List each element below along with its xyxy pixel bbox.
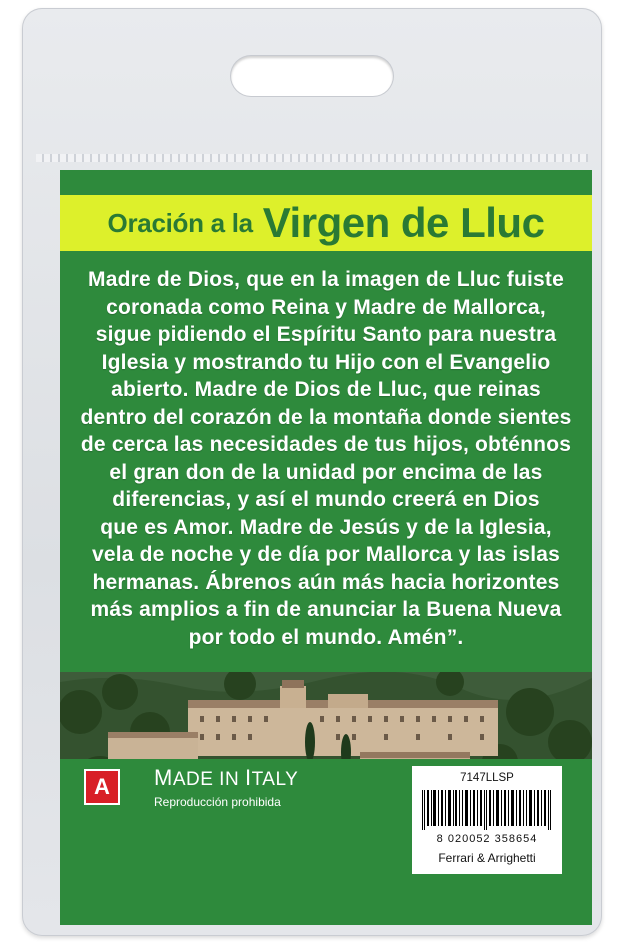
reproduction-notice: Reproducción prohibida	[154, 795, 281, 809]
prayer-line: dentro del corazón de la montaña donde sientes	[80, 405, 572, 429]
prayer-text	[80, 266, 572, 651]
ean-number: 8 020052 358654	[436, 833, 538, 845]
prayer-line: vela de noche y de día por Mallorca y las islas	[91, 543, 561, 566]
prayer-line: de cerca las necesidades de tus hijos, obténnos	[80, 433, 572, 456]
prayer-card	[60, 170, 592, 925]
prayer-line: más amplios a fin de anunciar la Buena Nueva	[90, 598, 562, 621]
company-name: Ferrari & Arrighetti	[438, 851, 536, 865]
prayer-line: coronada como Reina y Madre de Mallorca,	[106, 295, 546, 319]
hanger-hole	[231, 56, 393, 96]
prayer-line: diferencias, y así el mundo creerá en Dios	[112, 488, 540, 511]
made-in-text-2: TALY	[251, 769, 299, 790]
package-seal-ridge	[36, 154, 588, 162]
made-in-letter-i: I	[244, 765, 252, 790]
prayer-line: Madre de Dios, que en la imagen de Lluc fuiste	[88, 268, 564, 291]
ferrari-arrighetti-logo: A	[84, 769, 120, 805]
title-main: Virgen de Lluc	[262, 199, 545, 246]
made-in-italy	[154, 765, 298, 791]
prayer-line: por todo el mundo. Amén”.	[188, 625, 464, 649]
prayer-line: que es Amor. Madre de Jesús y de la Iglesia,	[100, 515, 552, 539]
blister-package	[22, 8, 602, 936]
title-bar	[60, 195, 592, 251]
made-in-letter-m: M	[154, 765, 173, 790]
barcode	[420, 790, 554, 830]
prayer-line: sigue pidiendo el Espíritu Santo para nuestra	[95, 323, 557, 346]
barcode-label	[412, 766, 562, 874]
prayer-line: hermanas. Ábrenos aún más hacia horizontes	[92, 570, 560, 594]
title-prefix: Oración a la	[107, 207, 253, 238]
product-code: 7147LLSP	[460, 772, 514, 784]
prayer-line: el gran don de la unidad por encima de las	[109, 460, 543, 484]
made-in-text: ADE IN	[172, 769, 245, 790]
prayer-line: abierto. Madre de Dios de Lluc, que reinas	[111, 378, 541, 401]
prayer-line: Iglesia y mostrando tu Hijo con el Evangelio	[101, 350, 551, 374]
